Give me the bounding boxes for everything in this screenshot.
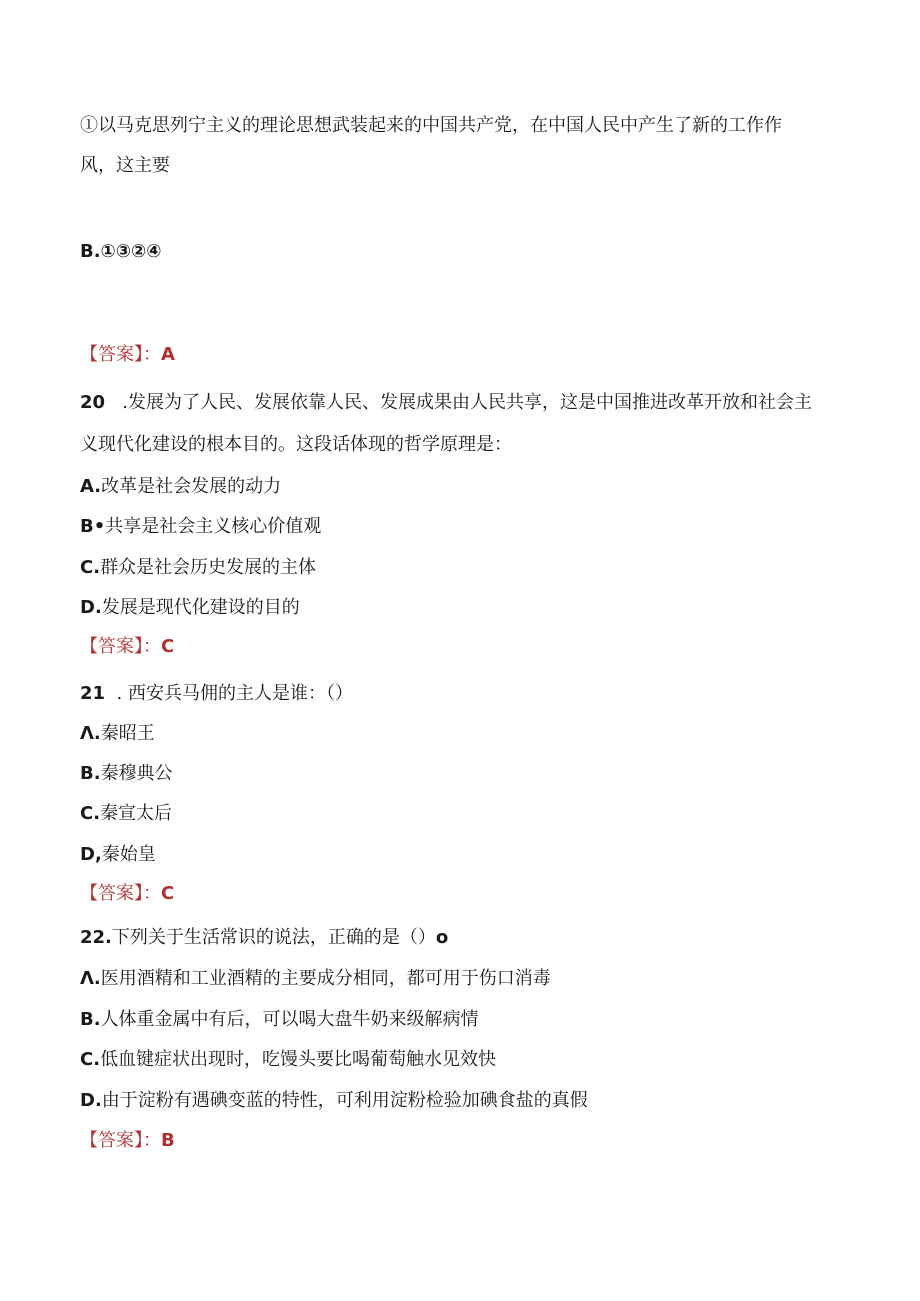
option-letter: D.	[80, 1090, 102, 1111]
option-letter: C.	[80, 803, 101, 824]
q22-option-a	[80, 967, 551, 991]
option-text: 医用酒精和工业酒精的主要成分相同，都可用于伤口消毒	[100, 968, 551, 989]
option-letter: D,	[80, 844, 102, 865]
option-text: 低血键症状出现时，吃馒头要比喝葡萄触水见效快	[100, 1049, 497, 1070]
answer-label: 【答案】：	[80, 883, 161, 904]
answer-q20	[80, 635, 174, 659]
q22-option-b	[80, 1008, 479, 1032]
option-letter: A.	[80, 476, 102, 497]
option-text: 群众是社会历史发展的主体	[100, 557, 317, 578]
answer-q21	[80, 882, 174, 906]
option-text: 秦宣太后	[100, 803, 173, 824]
answer-label: 【答案】：	[80, 344, 161, 365]
q20-line-2: 义现代化建设的根本目的。这段话体现的哲学原理是：	[80, 434, 512, 455]
q21-line	[80, 682, 353, 706]
answer-label: 【答案】：	[80, 1130, 161, 1151]
option-text: 共享是社会主义核心价值观	[105, 516, 322, 537]
option-letter: B•	[80, 516, 106, 537]
option-text: 改革是社会发展的动力	[101, 476, 282, 497]
answer-q22	[80, 1129, 175, 1153]
option-text: 秦始皇	[101, 844, 156, 865]
answer-value: C	[161, 636, 175, 657]
answer-value: B	[161, 1130, 175, 1151]
option-text: 秦昭王	[100, 723, 155, 744]
q20-option-d	[80, 596, 300, 620]
q20-option-c	[80, 556, 316, 580]
q22-option-d	[80, 1089, 588, 1113]
q21-option-d	[80, 843, 156, 867]
q20-line-1	[80, 391, 812, 415]
option-letter: B.	[80, 763, 101, 784]
answer-prev	[80, 343, 175, 367]
q20-option-b	[80, 515, 321, 539]
question-number: 21	[80, 683, 106, 704]
option-letter: B.	[80, 1009, 101, 1030]
option-letter: D.	[80, 597, 102, 618]
question-text: . 西安兵马佣的主人是谁：（）	[116, 683, 353, 704]
intro-line-2: 风，这主要	[80, 155, 170, 176]
answer-label: 【答案】：	[80, 636, 161, 657]
option-text: 由于淀粉有遇碘变蓝的特性，可利用淀粉检验加碘食盐的真假	[101, 1090, 588, 1111]
intro-line-1: ①以马克思列宁主义的理论思想武装起来的中国共产党，在中国人民中产生了新的工作作	[80, 115, 782, 136]
q22-option-c	[80, 1048, 496, 1072]
question-suffix: o	[435, 927, 449, 948]
option-letter: Λ.	[80, 968, 101, 989]
q20-option-a	[80, 475, 281, 499]
q21-option-a	[80, 722, 155, 746]
question-number: 20	[80, 392, 106, 413]
question-text: .发展为了人民、发展依靠人民、发展成果由人民共享，这是中国推进改革开放和社会主	[122, 392, 812, 413]
q21-option-b	[80, 762, 173, 786]
intro-option-b: B.①③②④	[80, 241, 162, 262]
option-letter: C.	[80, 1049, 101, 1070]
answer-value: A	[161, 344, 175, 365]
option-letter: C.	[80, 557, 101, 578]
q21-option-c	[80, 802, 172, 826]
answer-value: C	[161, 883, 175, 904]
option-text: 秦穆典公	[100, 763, 173, 784]
question-number: 22.	[80, 927, 112, 948]
option-letter: Λ.	[80, 723, 101, 744]
option-text: 发展是现代化建设的目的	[101, 597, 300, 618]
option-text: 人体重金属中有后，可以喝大盘牛奶来级解病情	[100, 1009, 479, 1030]
question-text: 下列关于生活常识的说法，正确的是（）	[111, 927, 436, 948]
q22-line	[80, 926, 448, 950]
